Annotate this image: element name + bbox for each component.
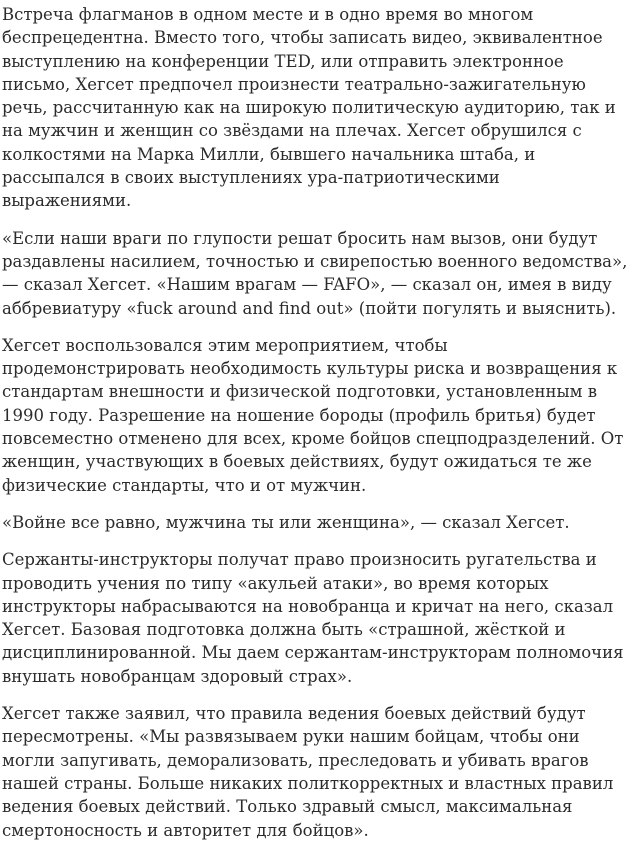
article-paragraph: Хегсет воспользовался этим мероприятием, чтобы продемонстрировать необходимость культуры риска и возвращения к стандартам внешности и физической подготовки, установленным в 1990 году. Разрешение на ношение бороды (профиль бритья) будет повсеместно отменено для всех, кроме бойцов спецподразделений. От женщин, участвующих в боевых действиях, будут ожидаться те же физические стандарты, что и от мужчин. [2,335,624,495]
article-paragraph: Встреча флагманов в одном месте и в одно время во многом беспрецедентна. Вместо того, чтобы записать видео, эквивалентное выступлению на конференции TED, или отправить электронное письмо, Хегсет предпочел произнести театрально-зажигательную речь, рассчитанную как на широкую политическую аудиторию, так и на мужчин и женщин со звёздами на плечах. Хегсет обрушился с колкостями на Марка Милли, бывшего начальника штаба, и рассыпался в своих выступлениях ура-патриотическими выражениями. [2,5,616,211]
article-paragraph: «Войне все равно, мужчина ты или женщина», — сказал Хегсет. [2,512,570,532]
article-paragraph: Хегсет также заявил, что правила ведения боевых действий будут пересмотрены. «Мы развязываем руки нашим бойцам, чтобы они могли запугивать, деморализовать, преследовать и убивать врагов нашей страны. Больше никаких политкорректных и властных правил ведения боевых действий. Только здравый смысл, максимальная смертоносность и авторитет для бойцов». [2,704,614,840]
article-paragraph: Сержанты-инструкторы получат право произносить ругательства и проводить учения по типу «акульей атаки», во время которых инструкторы набрасываются на новобранца и кричат на него, сказал Хегсет. Базовая подготовка должна быть «страшной, жёсткой и дисциплинированной. Мы даем сержантам-инструкторам полномочия внушать новобранцам здоровый страх». [2,550,624,686]
article-paragraph: «Если наши враги по глупости решат бросить нам вызов, они будут раздавлены насилием, точностью и свирепостью военного ведомства», — сказал Хегсет. «Нашим врагам — FAFO», — сказал он, имея в виду аббревиатуру «fuck around and find out» (пойти погулять и выяснить). [2,228,628,318]
